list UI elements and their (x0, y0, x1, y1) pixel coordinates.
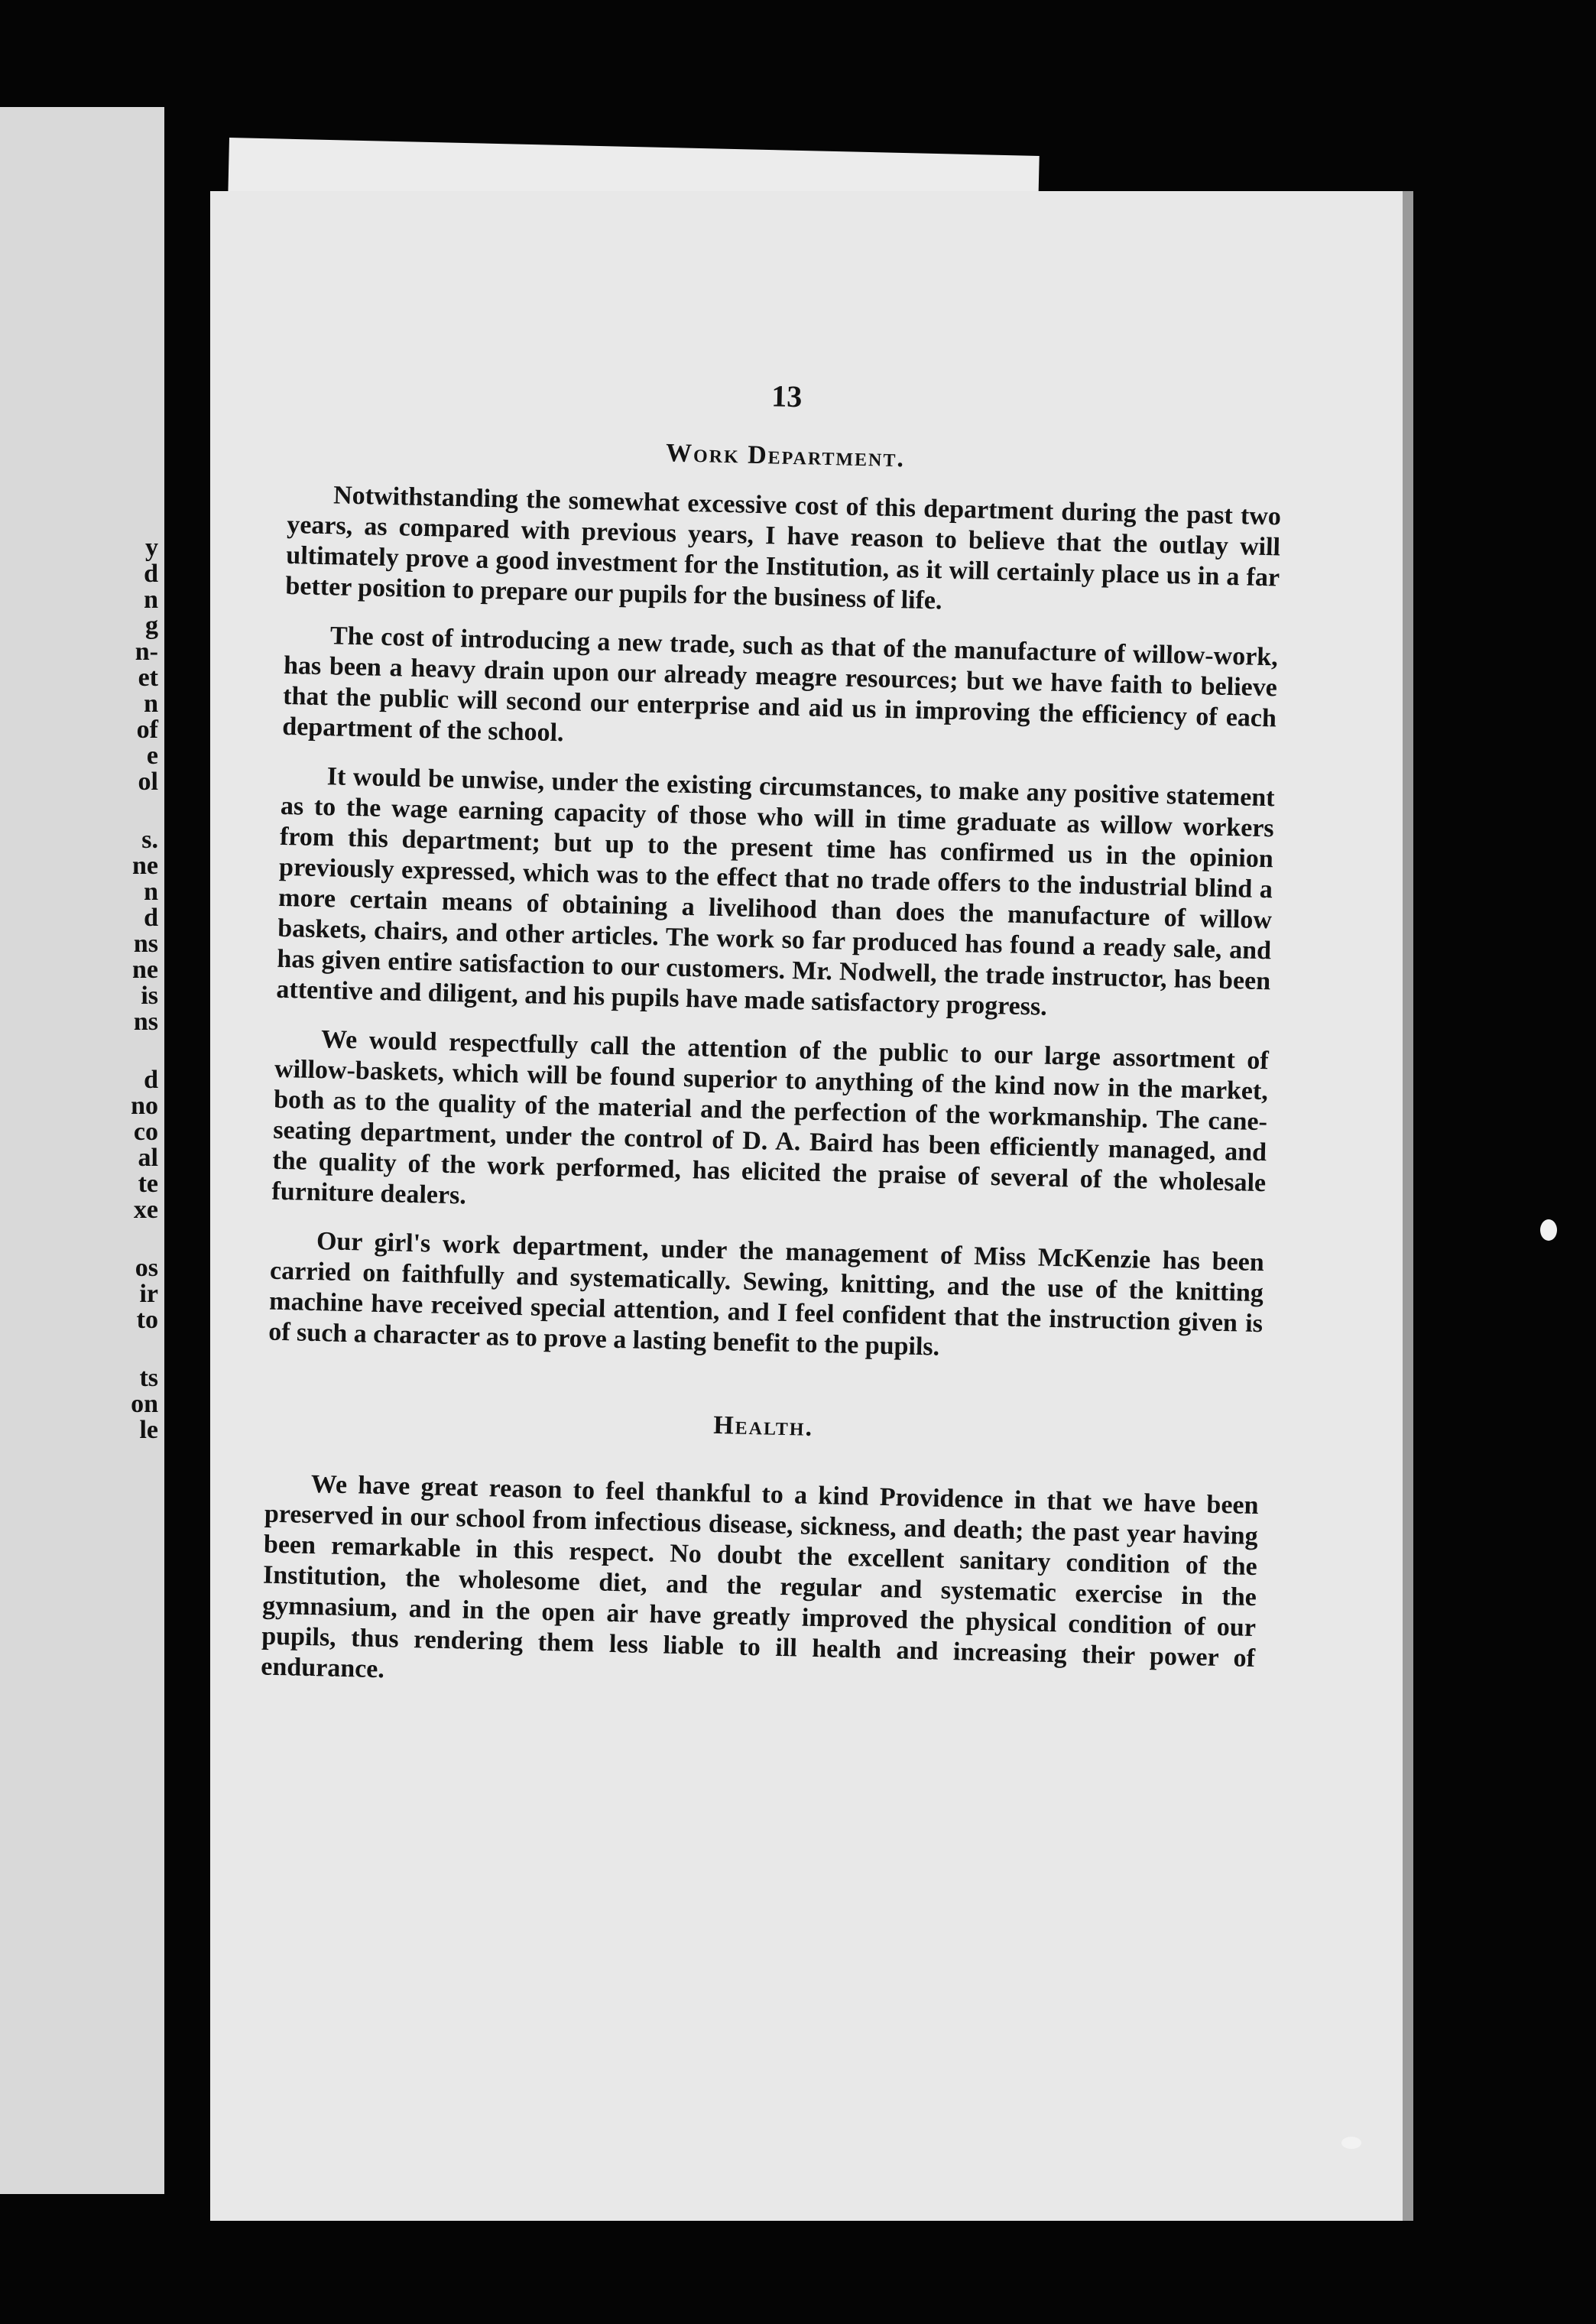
edge-fragment: te (138, 1170, 158, 1198)
work-paragraph: Notwithstanding the somewhat excessive cost of this department during the past two years, as compared with previous years, I have reason to believe that the outlay will ultimately prove a good investment for the Institution, as it will certainly place us in a far better position to prepare our pupils for the business of life. (285, 481, 1282, 615)
edge-fragment: g (145, 612, 158, 640)
work-paragraph: We would respectfully call the attention of the public to our large assortment of willow-baskets, which will be found superior to anything of the kind now in the market, both as to the quality of the material and the perfection of the workmanship. The cane-seating department, under the control of D. A. Baird has been efficiently managed, and the quality of the work performed, has elicited the praise of several of the wholesale furniture dealers. (271, 1025, 1270, 1210)
edge-fragment: ns (133, 930, 158, 958)
edge-fragment (112, 1223, 158, 1255)
edge-fragment: ne (132, 956, 158, 984)
edge-fragment: y (145, 534, 158, 562)
edge-fragment: n- (135, 638, 158, 666)
edge-fragment: co (133, 1118, 158, 1146)
edge-fragment: on (131, 1390, 158, 1418)
edge-fragment: no (131, 1092, 158, 1120)
edge-fragment: n (144, 878, 158, 906)
edge-fragment: e (146, 742, 158, 770)
work-paragraph: The cost of introducing a new trade, such as that of the manufacture of willow-work, has been a heavy drain upon our already meagre resources; but we have faith to believe that the public will second our enterprise and aid us in improving the efficiency of each department of the school. (281, 622, 1279, 748)
health-paragraph: We have great reason to feel thankful to a kind Providence in that we have been preserved in our school from infectious disease, sickness, and death; the past year having been remarkable in this respect. No doubt the excellent sanitary condition of the Institution, the wholesome diet, and the regular and systematic exercise in the gymnasium, and in the open air have greatly improved the physical condition of our pupils, thus rendering them less liable to ill health and increasing their power of endurance. (261, 1469, 1259, 1684)
edge-fragment: to (136, 1306, 158, 1334)
edge-fragment: ol (138, 768, 158, 796)
edge-fragment: le (139, 1416, 158, 1444)
left-page-text-fragments (112, 535, 158, 1443)
dust-speck (1341, 2137, 1361, 2149)
edge-fragment: al (138, 1144, 158, 1172)
edge-fragment: d (144, 560, 158, 588)
edge-fragment: xe (133, 1196, 158, 1224)
health-heading: Health. (712, 1410, 814, 1442)
page-number: 13 (770, 378, 803, 414)
edge-fragment: ns (133, 1008, 158, 1036)
edge-fragment (112, 1333, 158, 1365)
edge-fragment: d (144, 1066, 158, 1094)
edge-fragment: ts (139, 1364, 158, 1392)
work-paragraph: Our girl's work department, under the management of Miss McKenzie has been carried on faithfully and systematically. Sewing, knitting, and the use of the knitting machine have received special attention, and I feel confident that the instruction given is of such a character as to prove a lasting benefit to the pupils. (268, 1227, 1265, 1362)
edge-fragment: et (138, 664, 158, 692)
edge-fragment (112, 795, 158, 827)
edge-fragment: ir (139, 1280, 158, 1308)
edge-fragment: of (136, 716, 158, 744)
dust-speck (1540, 1219, 1557, 1241)
work-paragraph: It would be unwise, under the existing circumstances, to make any positive statement as to the wage earning capacity of those who will in time graduate as willow workers from this department; but up to the present time has confirmed us in the opinion previously expressed, which was to the effect that no trade offers to the industrial blind a more certain means of obtaining a livelihood than does the manufacture of willow baskets, chairs, and other articles. The work so far produced has found a ready sale, and has given entire satisfaction to our customers. Mr. Nodwell, the trade instructor, has been attentive and diligent, and his pupils have made satisfactory progress. (276, 762, 1275, 1021)
edge-fragment: s. (141, 826, 158, 854)
edge-fragment: n (144, 690, 158, 718)
work-department-heading: Work Department. (665, 439, 906, 473)
edge-fragment: os (135, 1254, 158, 1282)
page-text (260, 367, 1283, 1723)
edge-fragment: n (144, 586, 158, 614)
edge-fragment: ne (132, 852, 158, 880)
edge-fragment: d (144, 904, 158, 932)
left-page-edge (0, 107, 164, 2194)
edge-fragment (112, 1035, 158, 1067)
edge-fragment: is (141, 982, 158, 1010)
